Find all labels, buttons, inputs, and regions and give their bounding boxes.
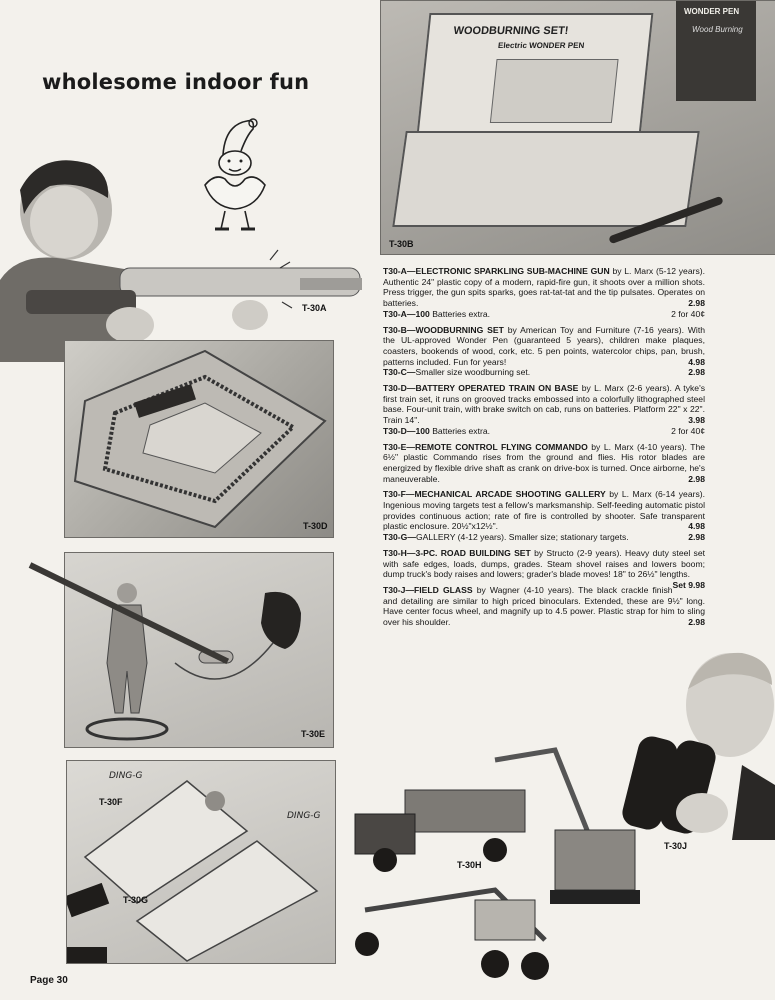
item-body: by Structo (2-9 years). Heavy duty steel set with safe edges, loads, dumps, grades. Steam shovel raises and lowers boom; dump truck's body raises and lowers; grader's blade moves! 18" to 26½" lengths. [383, 547, 706, 580]
item-price: Set 9.98 [672, 579, 705, 590]
label-t-30b: T-30B [389, 239, 414, 249]
catalog-item-t30f [383, 489, 705, 543]
road-building-illustration [345, 740, 645, 990]
label-t-30g: T-30G [123, 895, 149, 905]
item-title: T30-F—MECHANICAL ARCADE SHOOTING GALLERY [383, 489, 606, 500]
woodburning-tray [392, 131, 699, 227]
item-title: T30-A—ELECTRONIC SPARKLING SUB-MACHINE GUN [383, 266, 610, 276]
photo-field-glass [622, 645, 775, 851]
catalog-item-t30b [383, 325, 705, 379]
woodburning-box-side [676, 1, 756, 101]
item-title: T30-H—3-PC. ROAD BUILDING SET [383, 547, 531, 558]
sub-item-text: GALLERY (4-12 years). Smaller size; stationary targets. [415, 532, 629, 543]
catalog-text-column [383, 266, 705, 633]
shooting-gallery-illustration [67, 761, 335, 963]
item-title: T30-E—REMOTE CONTROL FLYING COMMANDO [383, 441, 588, 452]
wonder-pen-title: Electric WONDER PEN [497, 41, 585, 50]
item-title: T30-B—WOODBURNING SET [383, 324, 504, 335]
catalog-item-t30a [383, 266, 705, 320]
boy-with-gun-illustration [0, 150, 365, 362]
ding-sound-text-1: DING-G [109, 771, 143, 781]
boy-with-binoculars-illustration [622, 645, 775, 840]
item-price: 4.98 [688, 356, 705, 367]
item-body: by L. Marx (5-12 years). Authentic 24" plastic copy of a modern, rapid-fire gun, it shoots over a million shots. Press trigger, the gun spits sparks, goes rat-tat-tat and the tip pulsates. Operates on batteries. [383, 266, 706, 309]
sub-item-price: 2.98 [688, 532, 705, 543]
page-heading: wholesome indoor fun [42, 70, 310, 94]
item-body: by Wagner (4-10 years). The black crackle finish and detailing are similar to high priced binoculars. Extended, these are 9½" long. Have center focus wheel, and magnify up to 4.5 power. Plastic strap for him to sling over his shoulder. [383, 584, 705, 628]
photo-train-on-base [64, 340, 334, 538]
label-t-30j: T-30J [664, 841, 688, 851]
item-body: by L. Marx (6-14 years). Ingenious moving targets test a fellow's marksmanship. Self-feeding automatic pistol provides continuous action; rate of fire is controlled by shooter. Safe transparent plastic enclosure. 20½"x12½". [383, 489, 706, 532]
label-t-30d: T-30D [303, 521, 328, 531]
catalog-item-t30j [383, 585, 705, 628]
item-price: 2.98 [688, 617, 705, 628]
item-body: by American Toy and Furniture (7-16 years). With the UL-approved Wonder Pen (guaranteed 5 years), children make plaques, coasters, bookends of wood, cork, etc. 5 pen points, watercolor chips, pan, brush, patterns included. Fun for years! [383, 324, 705, 367]
label-t-30f: T-30F [99, 797, 123, 807]
sub-item-text: Batteries extra. [432, 425, 490, 436]
item-title: T30-D—BATTERY OPERATED TRAIN ON BASE [383, 383, 579, 394]
item-body: by L. Marx (2-6 years). A tyke's first train set, it runs on grooved tracks embossed into a colorfully lithographed steel base. Four-unit train, with brake switch on cab, runs on batteries. Platform 22" x 22". Train 14". [383, 383, 706, 426]
sub-item-code: T30-A—100 [383, 308, 430, 319]
photo-woodburning-set [380, 0, 775, 255]
sub-item-price: 2.98 [688, 367, 705, 378]
box-artwork [490, 59, 619, 123]
label-t-30h: T-30H [457, 860, 482, 870]
box-side-title: WONDER PEN [684, 7, 740, 16]
photo-road-building-set [345, 740, 645, 990]
catalog-item-t30d [383, 383, 705, 437]
sub-item-code: T30-C— [383, 367, 416, 378]
item-price: 3.98 [688, 415, 705, 426]
catalog-item-t30e [383, 442, 705, 485]
photo-shooting-gallery [66, 760, 336, 964]
sub-item-price: 2 for 40¢ [671, 308, 705, 319]
sub-item-code: T30-G— [383, 532, 416, 543]
page-number: Page 30 [30, 975, 68, 986]
woodburning-box-title: WOODBURNING SET! [452, 25, 570, 37]
item-price: 2.98 [688, 298, 705, 309]
woodburning-box-lid [417, 13, 654, 135]
train-track-illustration [65, 341, 333, 537]
sub-item-code: T30-D—100 [383, 425, 430, 436]
sub-item-price: 2 for 40¢ [671, 425, 705, 436]
label-t-30a: T-30A [302, 303, 327, 313]
label-t-30e: T-30E [301, 729, 326, 739]
sub-item-text: Smaller size woodburning set. [415, 367, 531, 378]
box-side-subtitle: Wood Burning [692, 25, 743, 34]
item-title: T30-J—FIELD GLASS [383, 584, 473, 595]
item-price: 4.98 [688, 521, 705, 532]
item-price: 2.98 [688, 473, 705, 484]
photo-sub-machine-gun [0, 150, 365, 362]
item-body: by L. Marx (4-10 years). The 6½" plastic Commando rises from the ground and flies. His rotor blades are energized by flexible drive shaft as crank on drive-box is turned. Once airborne, he's maneuverable. [383, 441, 705, 484]
sub-item-text: Batteries extra. [432, 308, 490, 319]
ding-sound-text-2: DING-G [287, 811, 321, 821]
